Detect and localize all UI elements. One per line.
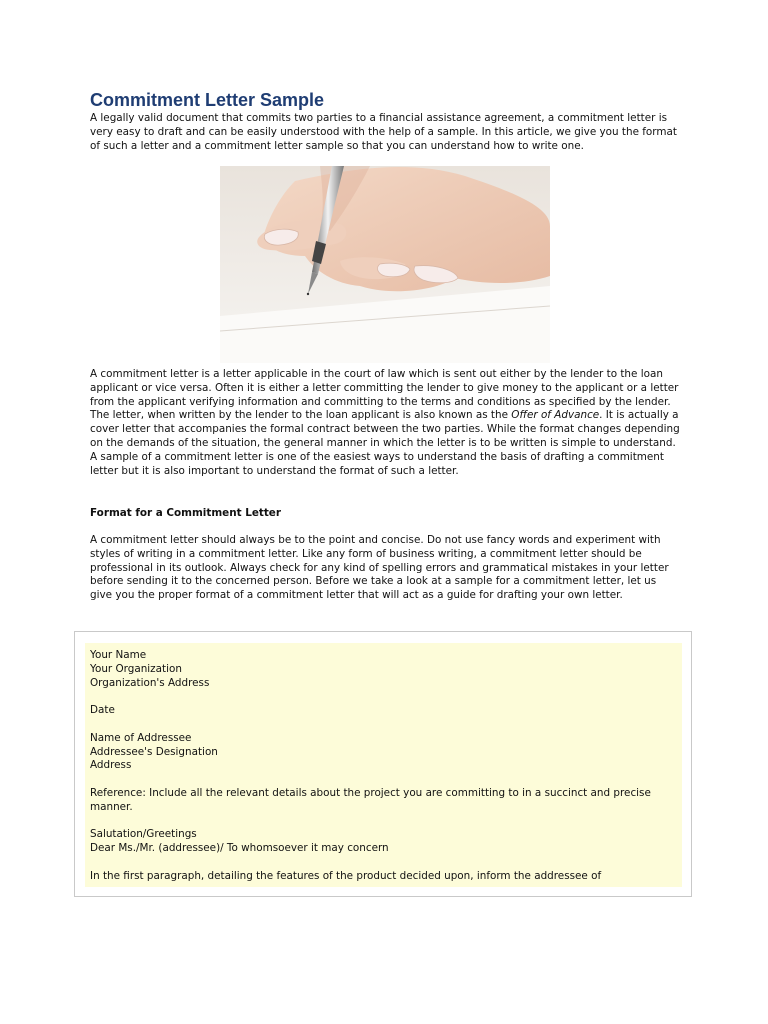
page-title: Commitment Letter Sample — [90, 90, 325, 110]
letter-template — [90, 649, 680, 884]
addressee-name-line: Name of Addressee — [90, 731, 192, 744]
intro-paragraph: A legally valid document that commits two parties to a financial assistance agreement, a commitment letter is very easy to draft and can be easily understood with the help of a sample. In this article, we give you the format of such a letter and a commitment letter sample so that you can understand how to write one. — [90, 112, 677, 152]
definition-paragraph — [90, 368, 680, 478]
sender-organization-line: Your Organization — [90, 662, 182, 675]
hand-writing-with-pen-icon — [220, 166, 550, 363]
salutation-line: Dear Ms./Mr. (addressee)/ To whomsoever it may concern — [90, 842, 389, 855]
offer-of-advance-term: Offer of Advance — [511, 409, 600, 422]
salutation-label-line: Salutation/Greetings — [90, 828, 197, 841]
definition-text-after: . It is actually a cover letter that accompanies the formal contract between the two parties. While the format changes depending on the demands of the situation, the general manner in which the letter is to be written is simple to understand. A sample of a commitment letter is one of the easiest ways to understand the basis of drafting a commitment letter but it is also important to understand the format of such a letter. — [90, 409, 680, 477]
addressee-address-line: Address — [90, 759, 132, 772]
format-heading: Format for a Commitment Letter — [90, 507, 281, 519]
sender-name-line: Your Name — [90, 649, 147, 661]
addressee-designation-line: Addressee's Designation — [90, 745, 218, 758]
reference-line: Reference: Include all the relevant details about the project you are committing to in a succinct and precise manner. — [90, 786, 651, 813]
sender-address-line: Organization's Address — [90, 676, 210, 689]
date-line: Date — [90, 704, 115, 717]
letter-sample-box — [85, 643, 682, 887]
definition-text-before: A commitment letter is a letter applicable in the court of law which is sent out either by the lender to the loan applicant or vice versa. Often it is either a letter committing the lender to give money to the applicant or a letter from the applicant verifying information and committing to the terms and conditions as specified by the lender. The letter, when written by the lender to the loan applicant is also known as the — [90, 368, 679, 422]
first-paragraph-line: In the first paragraph, detailing the features of the product decided upon, inform the addressee of — [90, 869, 602, 882]
format-paragraph: A commitment letter should always be to the point and concise. Do not use fancy words and experiment with styles of writing in a commitment letter. Like any form of business writing, a commitment letter should be professional in its outlook. Always check for any kind of spelling errors and grammatical mistakes in your letter before sending it to the concerned person. Before we take a look at a sample for a commitment letter, let us give you the proper format of a commitment letter that will act as a guide for drafting your own letter. — [90, 534, 669, 602]
hand-writing-image — [220, 166, 550, 363]
